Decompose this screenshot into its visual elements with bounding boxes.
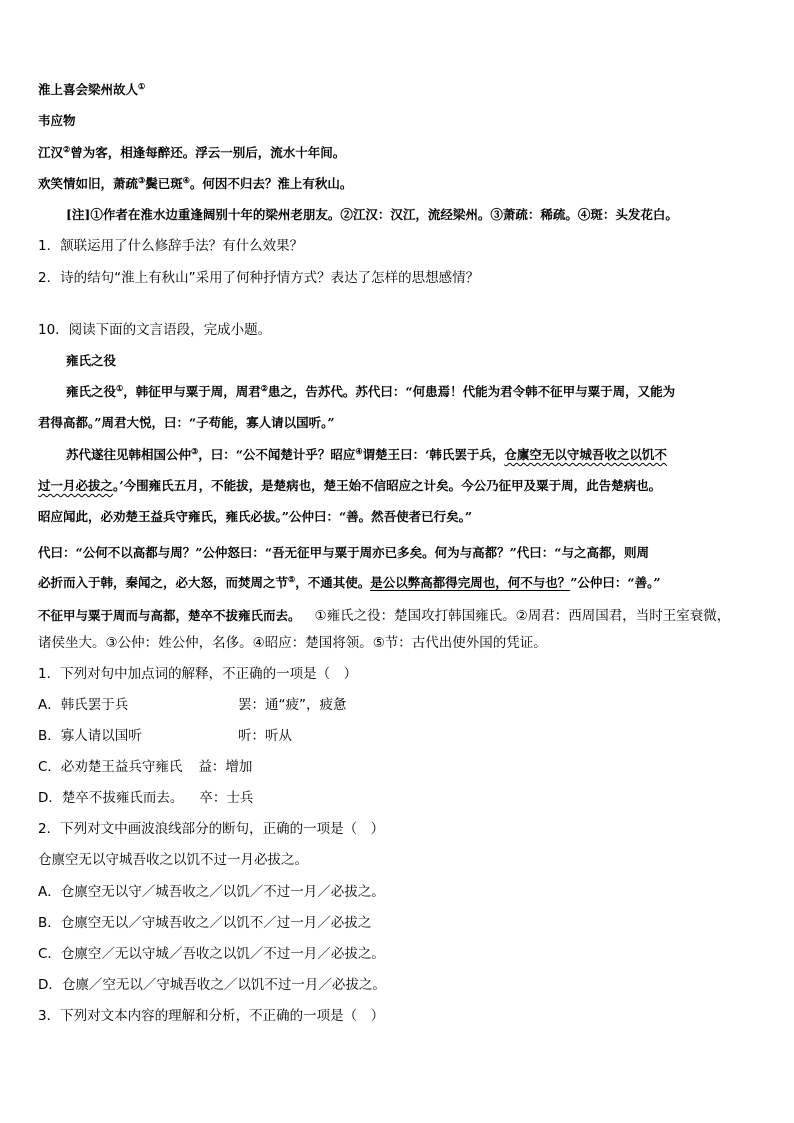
passage-text: 苏代遂往见韩相国公仲	[66, 447, 192, 462]
passage-line: 昭应闻此，必劝楚王益兵守雍氏，雍氏必拔。”公仲曰：“善。然吾使者已行矣。”	[38, 509, 473, 524]
passage-title: 雍氏之役	[66, 353, 117, 368]
passage-text: 患之，告苏代。苏代曰：“何患焉！代能为君令韩不征甲与粟于周，又能为	[267, 384, 676, 399]
footnote-marker: ④	[182, 175, 190, 185]
passage-line: 代曰：“公何不以高都与周？”公仲怒曰：“吾无征甲与粟于周亦已多矣。何为与高都？”代曰：“与之高都，则周	[38, 545, 649, 560]
passage-line	[66, 383, 676, 399]
option-gloss: 罢：通“疲”，疲惫	[238, 697, 347, 713]
footnote-marker: ②	[63, 144, 71, 154]
passage-text: ，不通其使。	[295, 575, 371, 590]
poem-title-text: 淮上喜会梁州故人	[38, 82, 139, 97]
option-gloss: 卒：士兵	[199, 790, 254, 806]
option-gloss: 益：增加	[198, 759, 253, 775]
question-2-option-d: D．仓廪／空无以／守城吾收之／以饥不过一月／必拔之。	[38, 977, 386, 993]
passage-text: 不征甲与粟于周而与高都，楚卒不拔雍氏而去。	[38, 608, 301, 623]
option-label: B．寡人请以国听	[38, 728, 142, 744]
passage-text: 谓楚王曰：‘韩氏罢于兵，	[362, 447, 505, 462]
question-3-stem: 3．下列对文本内容的理解和分析，不正确的一项是（ ）	[38, 1008, 385, 1024]
footnote-marker: ①	[138, 81, 146, 91]
underlined-text: 是公以弊高都得完周也，何不与也？	[370, 575, 571, 590]
question-2-stem: 2．下列对文中画波浪线部分的断句，正确的一项是（ ）	[38, 821, 385, 837]
wavy-underlined-text: 过一月必拔之	[38, 478, 114, 493]
option-label: D．楚卒不拔雍氏而去。	[38, 790, 184, 806]
passage-notes: ①雍氏之役：楚国攻打韩国雍氏。②周君：西周国君，当时王室衰微，	[314, 608, 731, 624]
passage-notes-line: 诸侯坐大。③公仲：姓公仲，名侈。④昭应：楚国将领。⑤节：古代出使外国的凭证。	[38, 635, 547, 651]
question-2-sentence: 仓廪空无以守城吾收之以饥不过一月必拔之。	[38, 852, 308, 868]
passage-line	[38, 480, 661, 493]
footnote-marker: ③	[138, 175, 146, 185]
poem-title	[38, 81, 146, 97]
question-2-option-b: B．仓廪空无以／守城吾收之／以饥不／过一月／必拔之	[38, 915, 372, 931]
footnote-marker: ⑤	[288, 574, 296, 584]
passage-text: ”公仲曰：“善。”	[570, 575, 661, 590]
question-1-option-c	[38, 761, 252, 775]
passage-line: 君得高都。”周君大悦，曰：“子苟能，寡人请以国听。”	[38, 415, 335, 430]
option-label: A．韩氏罢于兵	[38, 697, 129, 713]
poem-line-1	[38, 144, 346, 160]
question-2-option-a: A．仓廪空无以守／城吾收之／以饥／不过一月／必拔之。	[38, 884, 385, 900]
footnote-marker: ①	[116, 383, 124, 393]
poem-text: 欢笑情如旧，萧疏	[38, 176, 139, 191]
poem-question-1: 1．颔联运用了什么修辞手法？有什么效果？	[38, 238, 304, 254]
passage-text: ，韩征甲与粟于周，周君	[123, 384, 261, 399]
poem-line-2	[38, 175, 353, 191]
passage-line	[38, 607, 730, 624]
poem-text: 。何因不归去？淮上有秋山。	[189, 176, 353, 191]
passage-line	[38, 574, 661, 590]
poem-text: 江汉	[38, 145, 64, 160]
question-1-option-d	[38, 792, 253, 806]
poem-text: 鬓已斑	[145, 176, 183, 191]
passage-text: 。’今围雍氏五月，不能拔，是楚病也，楚王始不信昭应之计矣。今公乃征甲及粟于周，此告楚病也。	[113, 478, 662, 493]
option-label: C．必劝楚王益兵守雍氏	[38, 759, 183, 775]
question-1-option-a	[38, 697, 347, 713]
poem-notes: [注]①作者在淮水边重逢阔别十年的梁州老朋友。②江汉：汉江，流经梁州。③萧疏：稀疏。④斑：头发花白。	[66, 207, 678, 222]
passage-text: 必折而入于韩，秦闻之，必大怒，而焚周之节	[38, 575, 289, 590]
passage-text: ，曰：“公不闻楚计乎？昭应	[198, 447, 356, 462]
passage-line	[66, 446, 667, 462]
poem-author: 韦应物	[38, 113, 76, 128]
passage-heading: 10．阅读下面的文言语段，完成小题。	[38, 322, 272, 338]
question-1-stem: 1．下列对句中加点词的解释，不正确的一项是（ ）	[38, 666, 358, 682]
poem-question-2: 2．诗的结句“淮上有秋山”采用了何种抒情方式？表达了怎样的思想感情？	[38, 270, 480, 286]
footnote-marker: ②	[260, 383, 268, 393]
footnote-marker: ④	[355, 446, 363, 456]
wavy-underlined-text: 仓廪空无以守城吾收之以饥不	[504, 447, 667, 462]
question-1-option-b	[38, 728, 292, 744]
option-gloss: 听：听从	[238, 728, 292, 744]
passage-text: 雍氏之役	[66, 384, 117, 399]
footnote-marker: ③	[191, 446, 199, 456]
question-2-option-c: C．仓廪空／无以守城／吾收之以饥／不过一月／必拔之。	[38, 946, 385, 962]
poem-text: 曾为客，相逢每醉还。浮云一别后，流水十年间。	[70, 145, 346, 160]
